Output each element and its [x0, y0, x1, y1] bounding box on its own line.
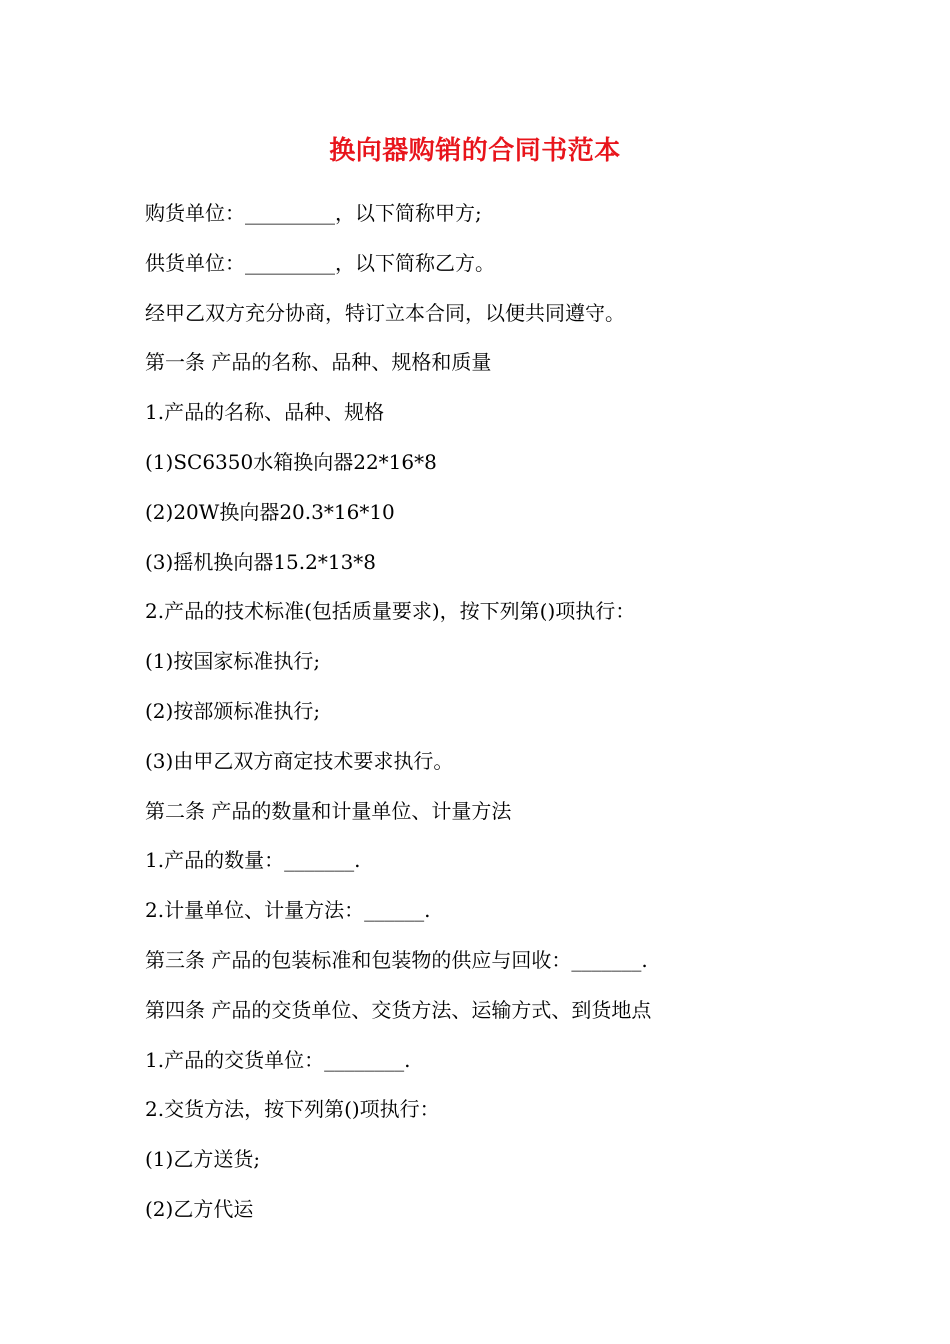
article-4-heading: 第四条 产品的交货单位、交货方法、运输方式、到货地点: [145, 997, 652, 1022]
article-1-item-1: 1.产品的名称、品种、规格: [145, 400, 385, 425]
line-agreement: 经甲乙双方充分协商，特订立本合同，以便共同遵守。: [145, 300, 625, 325]
standard-option-1: (1)按国家标准执行;: [145, 649, 321, 674]
article-2-item-1: 1.产品的数量：_______.: [145, 848, 361, 873]
article-1-heading: 第一条 产品的名称、品种、规格和质量: [145, 350, 492, 375]
article-2-item-2: 2.计量单位、计量方法：______.: [145, 898, 431, 923]
article-4-item-2: 2.交货方法，按下列第()项执行：: [145, 1097, 440, 1122]
article-2-heading: 第二条 产品的数量和计量单位、计量方法: [145, 798, 512, 823]
product-item-2: (2)20W换向器20.3*16*10: [145, 499, 395, 524]
article-1-item-2: 2.产品的技术标准(包括质量要求)，按下列第()项执行：: [145, 599, 636, 624]
standard-option-3: (3)由甲乙双方商定技术要求执行。: [145, 748, 454, 773]
line-buyer: 购货单位：_________，以下简称甲方;: [145, 201, 482, 225]
standard-option-2: (2)按部颁标准执行;: [145, 698, 321, 723]
article-3-heading: 第三条 产品的包装标准和包装物的供应与回收：_______.: [145, 947, 648, 972]
document-body: [145, 195, 825, 1241]
product-item-3: (3)摇机换向器15.2*13*8: [145, 549, 377, 574]
article-4-item-1: 1.产品的交货单位：________.: [145, 1047, 411, 1072]
document-title: 换向器购销的合同书范本: [329, 136, 621, 166]
delivery-option-1: (1)乙方送货;: [145, 1147, 261, 1172]
product-item-1: (1)SC6350水箱换向器22*16*8: [145, 449, 437, 474]
line-supplier: 供货单位：_________，以下简称乙方。: [145, 250, 495, 275]
delivery-option-2: (2)乙方代运: [145, 1196, 254, 1221]
